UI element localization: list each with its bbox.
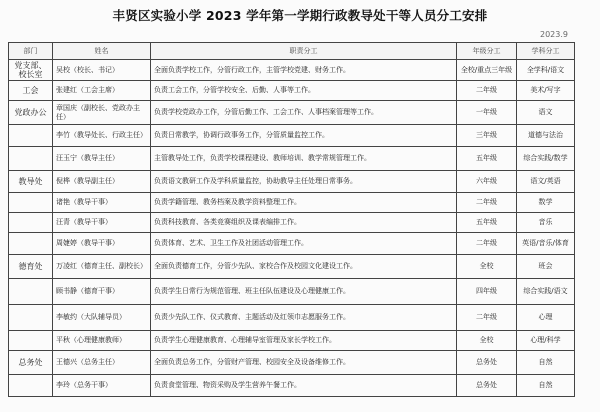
- table-row: [9, 305, 575, 331]
- table-row: [9, 101, 575, 125]
- cell-duty: 负责科技教育、各类竞赛组织及课表编排工作。: [151, 213, 457, 233]
- cell-grade: 五年级: [457, 213, 517, 233]
- cell-subject: 班会: [517, 255, 575, 279]
- table-row: [9, 125, 575, 147]
- cell-dept: [9, 193, 53, 213]
- table-row: [9, 60, 575, 81]
- cell-duty: 负责日常教学，协调行政事务工作，分管质量监控工作。: [151, 125, 457, 147]
- cell-grade: 二年级: [457, 193, 517, 213]
- cell-duty: 全面负责总务工作，分管财产管理、校园安全及设备维修工作。: [151, 351, 457, 375]
- document-date: 2023.9: [540, 30, 568, 39]
- cell-grade: 五年级: [457, 147, 517, 171]
- cell-dept: 德育处: [9, 255, 53, 279]
- cell-duty: 负责学生日常行为规范管理、班主任队伍建设及心理健康工作。: [151, 279, 457, 305]
- cell-duty: 负责工会工作，分管学校安全、后勤、人事等工作。: [151, 81, 457, 101]
- cell-subject: 综合实践/数学: [517, 147, 575, 171]
- table-row: [9, 193, 575, 213]
- page-title: 丰贤区实验小学 2023 学年第一学期行政教导处干等人员分工安排: [112, 8, 488, 23]
- cell-name: 顾书静（德育干事）: [53, 279, 151, 305]
- cell-grade: 二年级: [457, 81, 517, 101]
- table-row: [9, 375, 575, 397]
- cell-duty: 主管教导处工作，负责学校课程建设、教师培训、教学常规管理工作。: [151, 147, 457, 171]
- assignment-table: [8, 42, 575, 397]
- table-header-row: [9, 43, 575, 60]
- cell-dept: [9, 375, 53, 397]
- header-duty: 职责分工: [151, 43, 457, 60]
- table-row: [9, 255, 575, 279]
- cell-grade: 全校: [457, 331, 517, 351]
- cell-dept: [9, 213, 53, 233]
- table-row: [9, 171, 575, 193]
- cell-name: 李敏约（大队辅导员）: [53, 305, 151, 331]
- cell-subject: 自然: [517, 351, 575, 375]
- header-subject: 学科分工: [517, 43, 575, 60]
- header-grade: 年级分工: [457, 43, 517, 60]
- cell-grade: 总务处: [457, 375, 517, 397]
- header-dept: 部门: [9, 43, 53, 60]
- cell-name: 汪玉宁（教导主任）: [53, 147, 151, 171]
- cell-name: 万凌红（德育主任、副校长）: [53, 255, 151, 279]
- table-row: [9, 147, 575, 171]
- cell-dept: [9, 233, 53, 255]
- cell-subject: 英语/音乐/体育: [517, 233, 575, 255]
- cell-dept: [9, 331, 53, 351]
- cell-subject: 心理/科学: [517, 331, 575, 351]
- cell-subject: 数学: [517, 193, 575, 213]
- cell-duty: 负责少先队工作、仪式教育、主题活动及红领巾志愿服务工作。: [151, 305, 457, 331]
- cell-subject: 道德与法治: [517, 125, 575, 147]
- cell-name: 诸艳（教导干事）: [53, 193, 151, 213]
- cell-dept: 工会: [9, 81, 53, 101]
- cell-name: 吴校（校长、书记）: [53, 60, 151, 81]
- cell-duty: 负责食堂管理、物资采购及学生营养午餐工作。: [151, 375, 457, 397]
- table-row: [9, 81, 575, 101]
- cell-grade: 二年级: [457, 305, 517, 331]
- cell-duty: 负责语文教研工作及学科质量监控，协助教导主任处理日常事务。: [151, 171, 457, 193]
- cell-dept: 党政办公: [9, 101, 53, 125]
- table-row: [9, 331, 575, 351]
- cell-duty: 负责学生心理健康教育、心理辅导室管理及家长学校工作。: [151, 331, 457, 351]
- cell-subject: 音乐: [517, 213, 575, 233]
- cell-name: 章国庆（副校长、党政办主任）: [53, 101, 151, 125]
- table-row: [9, 279, 575, 305]
- cell-name: 张建红（工会主席）: [53, 81, 151, 101]
- cell-grade: 四年级: [457, 279, 517, 305]
- cell-dept: [9, 125, 53, 147]
- cell-name: 周婕婷（教导干事）: [53, 233, 151, 255]
- header-name: 姓名: [53, 43, 151, 60]
- cell-dept: [9, 147, 53, 171]
- cell-grade: 全校/重点三年级: [457, 60, 517, 81]
- cell-grade: 一年级: [457, 101, 517, 125]
- cell-grade: 总务处: [457, 351, 517, 375]
- cell-name: 平秋（心理健康教师）: [53, 331, 151, 351]
- cell-dept: 党支部、校长室: [9, 60, 53, 81]
- cell-grade: 六年级: [457, 171, 517, 193]
- cell-duty: 全面负责德育工作，分管少先队、家校合作及校园文化建设工作。: [151, 255, 457, 279]
- cell-duty: 负责学籍管理、教务档案及教学资料整理工作。: [151, 193, 457, 213]
- cell-name: 倪桦（教导副主任）: [53, 171, 151, 193]
- cell-subject: 美术/写字: [517, 81, 575, 101]
- cell-subject: 语文: [517, 101, 575, 125]
- cell-subject: 心理: [517, 305, 575, 331]
- cell-name: 李竹（教导处长、行政主任）: [53, 125, 151, 147]
- cell-name: 李玲（总务干事）: [53, 375, 151, 397]
- cell-subject: 综合实践/语文: [517, 279, 575, 305]
- cell-subject: 全学科/语文: [517, 60, 575, 81]
- cell-duty: 全面负责学校工作，分管行政工作，主管学校党建、财务工作。: [151, 60, 457, 81]
- cell-grade: 二年级: [457, 233, 517, 255]
- cell-dept: 教导处: [9, 171, 53, 193]
- cell-grade: 全校: [457, 255, 517, 279]
- cell-duty: 负责学校党政办工作，分管后勤工作、工会工作、人事档案管理等工作。: [151, 101, 457, 125]
- cell-dept: [9, 279, 53, 305]
- cell-subject: 语文/英语: [517, 171, 575, 193]
- cell-name: 汪青（教导干事）: [53, 213, 151, 233]
- cell-dept: 总务处: [9, 351, 53, 375]
- table-row: [9, 351, 575, 375]
- cell-subject: 自然: [517, 375, 575, 397]
- cell-duty: 负责体育、艺术、卫生工作及社团活动管理工作。: [151, 233, 457, 255]
- cell-grade: 三年级: [457, 125, 517, 147]
- cell-name: 王德兴（总务主任）: [53, 351, 151, 375]
- table-row: [9, 213, 575, 233]
- table-row: [9, 233, 575, 255]
- cell-dept: [9, 305, 53, 331]
